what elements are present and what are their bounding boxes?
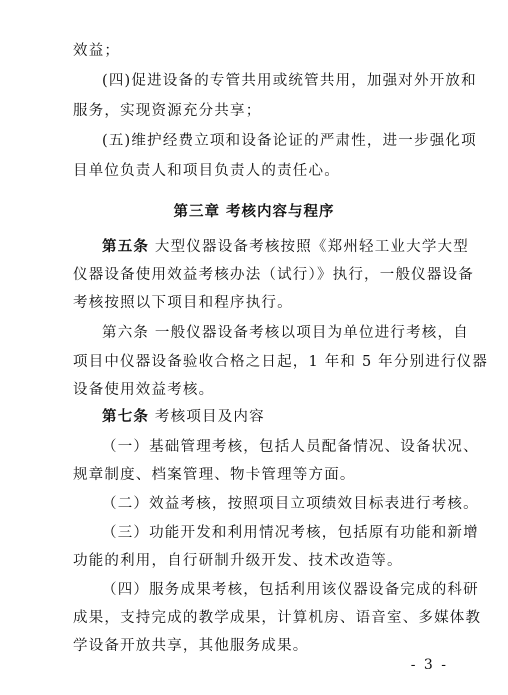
list-item-line: 学设备开放共享，其他服务成果。: [73, 638, 309, 654]
page-number: - 3 -: [410, 657, 448, 673]
list-item-line: （二）效益考核，按照项目立项绩效目标表进行考核。: [102, 496, 479, 512]
article-seven-line: [73, 407, 450, 427]
list-item-line: （三）功能开发和利用情况考核，包括原有功能和新增: [102, 525, 479, 541]
paragraph-line: 考核按照以下项目和程序执行。: [73, 295, 293, 311]
paragraph-line: (四)促进设备的专管共用或统管共用，加强对外开放和: [102, 73, 477, 89]
list-item-line: （四）服务成果考核，包括利用该仪器设备完成的科研: [102, 582, 479, 598]
paragraph-line: 项目中仪器设备验收合格之日起，1 年和 5 年分别进行仪器: [73, 354, 489, 370]
paragraph-line: (五)维护经费立项和设备论证的严肃性，进一步强化项: [102, 133, 477, 149]
article-five-line: [73, 237, 469, 257]
article-label: 第七条: [102, 409, 150, 425]
paragraph-line: 服务，实现资源充分共享；: [73, 103, 262, 119]
list-item-line: 成果，支持完成的教学成果，计算机房、语音室、多媒体教: [73, 610, 482, 626]
paragraph-line: 目单位负责人和项目负责人的责任心。: [73, 163, 340, 179]
article-text: 大型仪器设备考核按照《郑州轻工业大学大型: [149, 239, 469, 255]
article-label: 第五条: [102, 239, 150, 255]
paragraph-line: 仪器设备使用效益考核办法（试行）》执行，一般仪器设备: [73, 267, 474, 283]
chapter-title: 第三章 考核内容与程序: [173, 204, 335, 220]
list-item-line: （一）基础管理考核，包括人员配备情况、设备状况、: [102, 439, 479, 455]
paragraph-line: 效益；: [73, 43, 121, 59]
list-item-line: 功能的利用，自行研制升级开发、技术改造等。: [73, 553, 403, 569]
paragraph-line: 设备使用效益考核。: [73, 382, 215, 398]
article-text: 考核项目及内容: [149, 409, 265, 425]
paragraph-line: 第六条 一般仪器设备考核以项目为单位进行考核，自: [102, 325, 469, 341]
list-item-line: 规章制度、档案管理、物卡管理等方面。: [73, 467, 356, 483]
